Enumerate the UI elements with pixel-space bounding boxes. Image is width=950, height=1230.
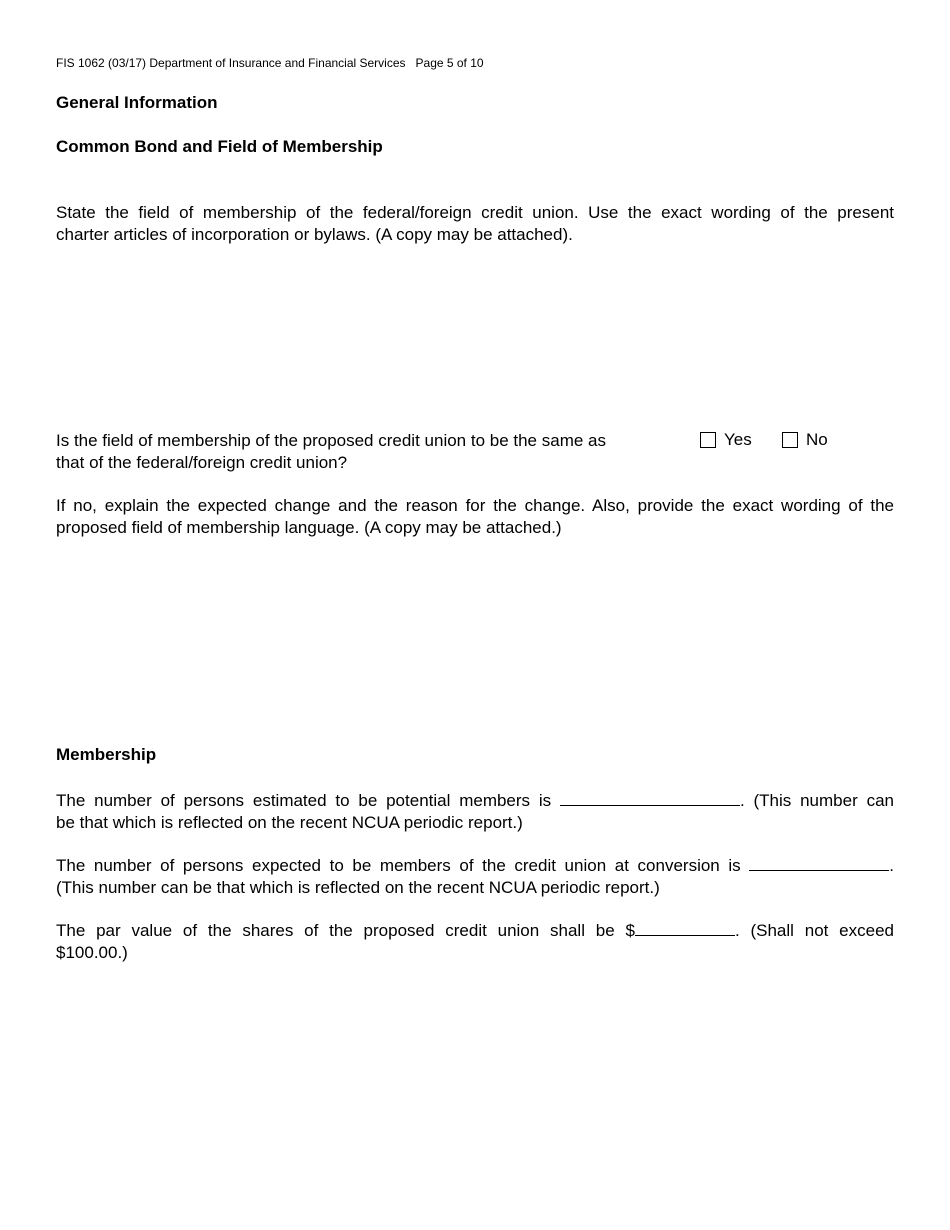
instruction-line: proposed field of membership language. (A copy may be attached.)	[56, 517, 562, 537]
potential-members-statement	[56, 788, 894, 833]
par-value-field[interactable]	[635, 918, 735, 936]
instruction-line: If no, explain the expected change and the reason for the change. Also, provide the exact wording of the	[56, 496, 894, 515]
statement-text: The number of persons expected to be members of the credit union at conversion is	[56, 856, 741, 875]
field-of-membership-instructions	[56, 202, 894, 245]
question-line: that of the federal/foreign credit union?	[56, 452, 348, 472]
statement-line: $100.00.)	[56, 942, 128, 962]
expected-members-statement	[56, 853, 894, 898]
statement-text: . (This number can	[739, 791, 894, 810]
expected-members-field[interactable]	[749, 853, 889, 871]
statement-line: (This number can be that which is reflected on the recent NCUA periodic report.)	[56, 877, 660, 897]
question-line: Is the field of membership of the proposed credit union to be the same as	[56, 431, 606, 450]
statement-text: The par value of the shares of the proposed credit union shall be $	[56, 921, 635, 940]
no-label: No	[806, 430, 828, 449]
instruction-line: State the field of membership of the federal/foreign credit union. Use the exact wording of the present	[56, 203, 894, 222]
membership-heading: Membership	[56, 745, 157, 764]
yes-option[interactable]	[700, 430, 752, 450]
statement-line	[56, 788, 894, 812]
par-value-statement	[56, 918, 894, 963]
page-header: FIS 1062 (03/17) Department of Insurance and Financial Services Page 5 of 10	[56, 56, 484, 70]
statement-text: .	[889, 856, 894, 875]
if-no-explain-instructions	[56, 495, 894, 538]
no-option[interactable]	[782, 430, 828, 450]
common-bond-heading: Common Bond and Field of Membership	[56, 137, 383, 156]
potential-members-field[interactable]	[560, 788, 740, 806]
yes-label: Yes	[724, 430, 752, 449]
statement-line: be that which is reflected on the recent NCUA periodic report.)	[56, 812, 523, 832]
general-information-heading: General Information	[56, 93, 218, 112]
no-checkbox[interactable]	[782, 432, 798, 448]
statement-text: The number of persons estimated to be potential members is	[56, 791, 552, 810]
statement-line	[56, 853, 894, 877]
instruction-line: charter articles of incorporation or bylaws. (A copy may be attached).	[56, 224, 573, 244]
statement-text: . (Shall not exceed	[734, 921, 894, 940]
statement-line	[56, 918, 894, 942]
same-field-of-membership-question	[56, 430, 676, 473]
yes-checkbox[interactable]	[700, 432, 716, 448]
